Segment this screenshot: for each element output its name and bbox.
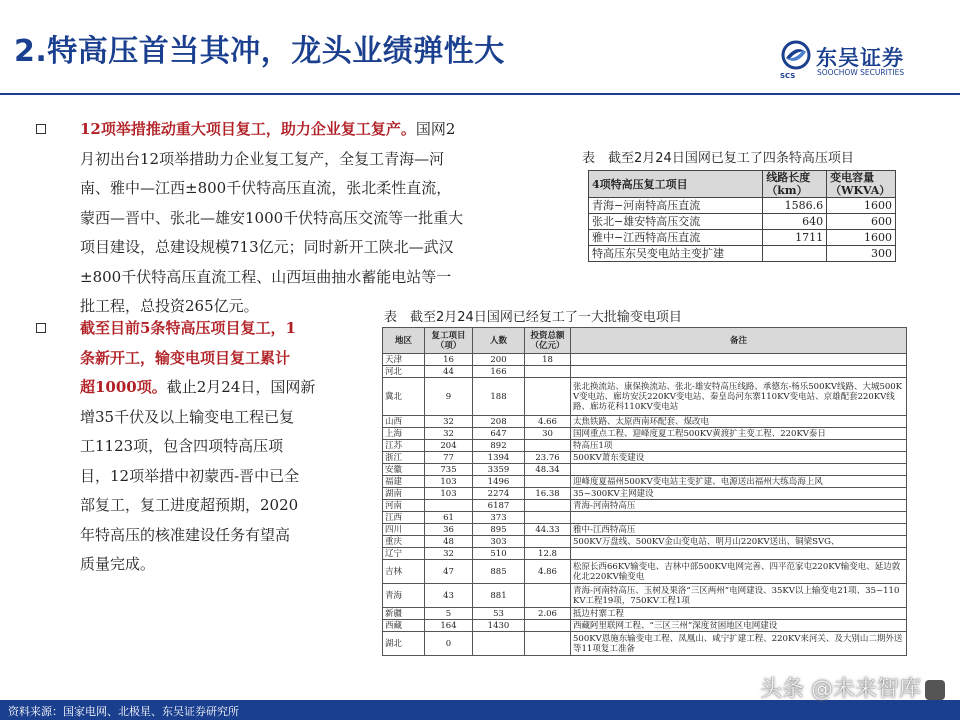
body-text: 目，12项举措中初蒙西-晋中已全	[80, 466, 300, 485]
highlight-text: 12项举措推动重大项目复工，助力企业复工复产。	[80, 120, 416, 138]
table2-cell: 河南	[383, 500, 425, 512]
table2-header-projects: 复工项目（项）	[425, 328, 473, 354]
table2-cell	[571, 464, 907, 476]
table2-row	[383, 428, 907, 440]
table1-cell	[763, 246, 827, 262]
body-text: 项目建设，总建设规模713亿元；同时新开工陕北—武汉	[80, 238, 454, 256]
table2-cell: 青海-河南特高压、玉树及果洛“三区两州”电网建设、35KV以上输变电21项、35~110KV工程19项，750KV工程1项	[571, 584, 907, 608]
table2-cell: 四川	[383, 524, 425, 536]
table2-cell: 辽宁	[383, 548, 425, 560]
table2-header-people: 人数	[473, 328, 525, 354]
table2-row	[383, 584, 907, 608]
table2-cell	[525, 536, 571, 548]
logo-chinese-name: 东吴证券	[816, 46, 904, 70]
table2-cell: 30	[525, 428, 571, 440]
table2-cell: 48	[425, 536, 473, 548]
paragraph-line	[80, 344, 315, 374]
table2-cell: 166	[473, 366, 525, 378]
logo-english-name: SOOCHOW SECURITIES	[817, 68, 905, 77]
highlight-text: 超1000项。	[80, 378, 167, 396]
table2-caption: 表 截至2月24日国网已经复工了一大批输变电项目	[384, 310, 682, 325]
table2-cell	[525, 632, 571, 656]
table2-cell: 浙江	[383, 452, 425, 464]
table2-cell: 6187	[473, 500, 525, 512]
table2-row	[383, 512, 907, 524]
table2-cell: 43	[425, 584, 473, 608]
company-logo	[780, 40, 930, 82]
table2-cell	[525, 500, 571, 512]
table1-caption: 表 截至2月24日国网已复工了四条特高压项目	[582, 151, 854, 166]
paragraph-line	[80, 462, 315, 492]
table1-cell: 300	[827, 246, 896, 262]
table2-cell	[473, 632, 525, 656]
table2-cell	[525, 476, 571, 488]
table2-cell: 国网重点工程、迎峰度夏工程500KV黄渡扩主变工程、220KV泰日	[571, 428, 907, 440]
table2-cell: 太焦铁路、太原西南环配套、煤改电	[571, 416, 907, 428]
table2-row	[383, 488, 907, 500]
table2-cell: 500KV萧东变建设	[571, 452, 907, 464]
table2-cell: 冀北	[383, 378, 425, 416]
table2-cell: 特高压1项	[571, 440, 907, 452]
table2	[382, 327, 907, 656]
paragraph-line	[80, 521, 315, 551]
table2-cell: 881	[473, 584, 525, 608]
body-text: 截止2月24日，国网新	[166, 378, 316, 396]
table2-cell: 雅中-江西特高压	[571, 524, 907, 536]
table2-cell: 164	[425, 620, 473, 632]
table2-header-region: 地区	[383, 328, 425, 354]
paragraph-line	[80, 491, 315, 521]
table2-cell	[525, 620, 571, 632]
table2-cell: 12.8	[525, 548, 571, 560]
table2-cell	[525, 378, 571, 416]
source-text: 资料来源：国家电网、北极星、东吴证券研究所	[8, 705, 239, 718]
table2-row	[383, 536, 907, 548]
table2-cell: 32	[425, 548, 473, 560]
paragraph-line	[80, 403, 315, 433]
table2-row	[383, 366, 907, 378]
bullet-paragraph-1	[36, 115, 556, 325]
table2-row	[383, 476, 907, 488]
watermark-text: 头条 @未来智库	[760, 677, 921, 702]
watermark	[760, 672, 945, 703]
table2-cell	[571, 548, 907, 560]
body-text: 批工程，总投资265亿元。	[80, 297, 259, 315]
table2-cell: 32	[425, 428, 473, 440]
body-text: 增35千伏及以上输变电工程已复	[80, 407, 295, 426]
body-text: 月初出台12项举措助力企业复工复产，全复工青海—河	[80, 149, 445, 168]
body-text: 国网2	[415, 120, 456, 138]
table2-cell: 9	[425, 378, 473, 416]
table2-header-row	[383, 328, 907, 354]
table2-cell: 青海-河南特高压	[571, 500, 907, 512]
table2-cell: 23.76	[525, 452, 571, 464]
table2-cell: 天津	[383, 354, 425, 366]
table1-cell: 1586.6	[763, 198, 827, 214]
paragraph-line	[80, 204, 463, 234]
highlight-text: 截至目前5条特高压项目复工，1	[80, 319, 296, 337]
table2-cell: 西藏阿里联网工程、“三区三州”深度贫困地区电网建设	[571, 620, 907, 632]
table2-cell: 53	[473, 608, 525, 620]
table2-cell: 4.66	[525, 416, 571, 428]
table2-cell: 188	[473, 378, 525, 416]
paragraph-line	[80, 263, 463, 293]
table2-cell	[525, 366, 571, 378]
logo-swirl-icon	[780, 40, 812, 74]
table2-cell: 江苏	[383, 440, 425, 452]
paragraph-line	[80, 233, 463, 263]
paragraph-line	[80, 174, 463, 204]
body-text: 南、雅中—江西±800千伏特高压直流，张北柔性直流，	[80, 179, 452, 197]
table1-header-project: 4项特高压复工项目	[589, 171, 763, 198]
table2-cell: 36	[425, 524, 473, 536]
table2-cell: 500KV恩施东输变电工程、凤凰山、咸宁扩建工程、220KV来河关、及大别山二期外送等11项复工准备	[571, 632, 907, 656]
table1-cell: 600	[827, 214, 896, 230]
square-bullet-icon	[36, 323, 46, 333]
body-text: 部复工，复工进度超预期，2020	[80, 496, 299, 514]
table2-header-investment: 投资总额（亿元）	[525, 328, 571, 354]
table2-cell: 5	[425, 608, 473, 620]
table2-cell: 373	[473, 512, 525, 524]
table2-row	[383, 440, 907, 452]
table2-cell: 500KV万盘线、500KV金山变电站、明月山220KV送出、铜梁SVG、	[571, 536, 907, 548]
table2-cell: 福建	[383, 476, 425, 488]
table2-cell: 河北	[383, 366, 425, 378]
table2-row	[383, 524, 907, 536]
watermark-logo-icon	[925, 680, 945, 700]
table2-cell: 47	[425, 560, 473, 584]
table2-cell	[525, 512, 571, 524]
table1-cell: 青海−河南特高压直流	[589, 198, 763, 214]
source-footer-bar	[0, 700, 960, 720]
table2-cell: 16.38	[525, 488, 571, 500]
body-text: 工1123项，包含四项特高压项	[80, 437, 284, 455]
table2-cell: 895	[473, 524, 525, 536]
body-text: ±800千伏特高压直流工程、山西垣曲抽水蓄能电站等一	[80, 267, 452, 286]
table1-cell: 1600	[827, 198, 896, 214]
table2-cell	[571, 366, 907, 378]
table2-cell: 松原长西66KV输变电、吉林中部500KV电网完善、四平范家屯220KV输变电、延边敦化北220KV输变电	[571, 560, 907, 584]
body-text: 质量完成。	[80, 555, 156, 573]
bullet-paragraph-2	[36, 314, 356, 584]
table1-header-length: 线路长度（km）	[763, 171, 827, 198]
table1	[588, 170, 896, 262]
table2-cell: 892	[473, 440, 525, 452]
paragraph-line	[80, 373, 315, 403]
paragraph-line	[80, 314, 315, 344]
body-text: 蒙西—晋中、张北—雄安1000千伏特高压交流等一批重大	[80, 208, 464, 227]
paragraph-line	[80, 550, 315, 580]
table2-row	[383, 620, 907, 632]
table2-row	[383, 560, 907, 584]
table2-cell: 77	[425, 452, 473, 464]
paragraph-line	[80, 115, 463, 145]
table2-cell: 204	[425, 440, 473, 452]
table2-row	[383, 354, 907, 366]
table2-cell: 61	[425, 512, 473, 524]
table2-cell: 735	[425, 464, 473, 476]
table1-cell: 1600	[827, 230, 896, 246]
table2-cell: 44	[425, 366, 473, 378]
table2-cell: 32	[425, 416, 473, 428]
table2-cell: 1496	[473, 476, 525, 488]
table2-cell: 张北换流站、康保换流站、张北-雄安特高压线路、承德东-杨乐500KV线路、大城500KV变电站、廊坊安沃220KV变电站、秦皇岛河东寨110KV变电站、京雄配套220KV线路、廊坊花科110KV变电站	[571, 378, 907, 416]
paragraph-text	[80, 115, 463, 322]
table2-header-notes: 备注	[571, 328, 907, 354]
header-divider	[0, 93, 960, 95]
table2-cell: 208	[473, 416, 525, 428]
table2-cell: 湖北	[383, 632, 425, 656]
table2-cell: 303	[473, 536, 525, 548]
table2-cell: 4.86	[525, 560, 571, 584]
table2-cell: 江西	[383, 512, 425, 524]
table1-cell: 640	[763, 214, 827, 230]
table2-cell: 200	[473, 354, 525, 366]
page-title: 2.特高压首当其冲，龙头业绩弹性大	[14, 34, 505, 69]
paragraph-line	[80, 432, 315, 462]
table1-row	[589, 230, 896, 246]
table2-cell: 西藏	[383, 620, 425, 632]
table2-row	[383, 452, 907, 464]
table2-cell: 44.33	[525, 524, 571, 536]
table2-cell	[525, 584, 571, 608]
table2-cell: 安徽	[383, 464, 425, 476]
table2-cell: 山西	[383, 416, 425, 428]
table2-cell: 重庆	[383, 536, 425, 548]
table2-cell: 2.06	[525, 608, 571, 620]
table2-cell: 16	[425, 354, 473, 366]
table2-cell: 510	[473, 548, 525, 560]
table2-row	[383, 464, 907, 476]
table2-cell: 0	[425, 632, 473, 656]
table1-cell: 特高压东吴变电站主变扩建	[589, 246, 763, 262]
highlight-text: 条新开工，输变电项目复工累计	[80, 348, 291, 367]
logo-mark-text: SCS	[780, 72, 796, 80]
paragraph-text	[80, 314, 315, 580]
table1-cell: 雅中−江西特高压直流	[589, 230, 763, 246]
table1-header-capacity: 变电容量（WKVA）	[827, 171, 896, 198]
table1-header-row	[589, 171, 896, 198]
table2-cell: 2274	[473, 488, 525, 500]
table2-cell: 48.34	[525, 464, 571, 476]
table2-cell: 103	[425, 488, 473, 500]
table2-cell: 湖南	[383, 488, 425, 500]
table2-row	[383, 378, 907, 416]
table2-cell: 1430	[473, 620, 525, 632]
table1-row	[589, 214, 896, 230]
table2-cell: 青海	[383, 584, 425, 608]
table2-cell: 1394	[473, 452, 525, 464]
table2-cell	[525, 440, 571, 452]
table2-cell	[425, 500, 473, 512]
body-text: 年特高压的核准建设任务有望高	[80, 525, 291, 544]
table2-cell: 885	[473, 560, 525, 584]
table2-row	[383, 632, 907, 656]
table2-cell: 3359	[473, 464, 525, 476]
table2-row	[383, 416, 907, 428]
table1-cell: 1711	[763, 230, 827, 246]
table2-cell: 18	[525, 354, 571, 366]
table2-cell: 迎峰度夏福州500KV变电站主变扩建、电源送出福州大练岛海上风	[571, 476, 907, 488]
table2-row	[383, 608, 907, 620]
paragraph-line	[80, 145, 463, 175]
square-bullet-icon	[36, 124, 46, 134]
table2-cell	[571, 354, 907, 366]
table2-cell: 35~300KV主网建设	[571, 488, 907, 500]
table2-cell: 新疆	[383, 608, 425, 620]
table2-cell: 上海	[383, 428, 425, 440]
table2-cell: 103	[425, 476, 473, 488]
table1-cell: 张北−雄安特高压交流	[589, 214, 763, 230]
table1-row	[589, 198, 896, 214]
table2-cell	[571, 512, 907, 524]
table2-cell: 吉林	[383, 560, 425, 584]
table2-cell: 647	[473, 428, 525, 440]
table1-row	[589, 246, 896, 262]
table2-row	[383, 500, 907, 512]
table2-cell: 抵边村寨工程	[571, 608, 907, 620]
table2-row	[383, 548, 907, 560]
